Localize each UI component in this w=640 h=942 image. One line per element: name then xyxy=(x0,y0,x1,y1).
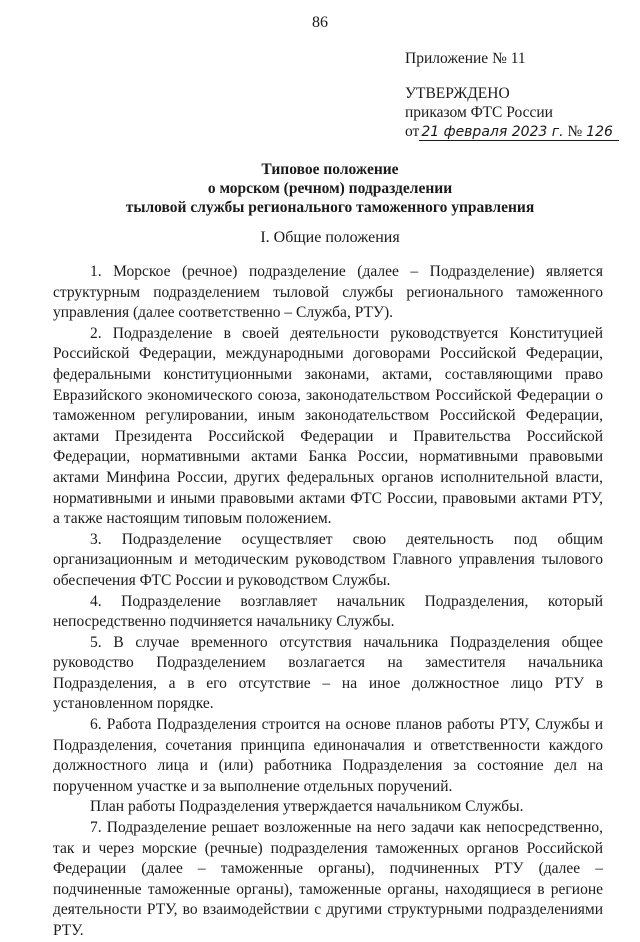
order-date-line xyxy=(405,122,619,141)
paragraph-2: 2. Подразделение в своей деятельности руководствуется Конституцией Российской Федерации, международными договорами Российской Федерации, федеральными конституционными законами, актами, составляющими право Евразийского экономического союза, законодательством Российской Федерации о таможенном регулировании, иным законодательством Российской Федерации, актами Президента Российской Федерации и Правительства Российской Федерации, нормативными актами Банка России, нормативными правовыми актами Минфина России, других федеральных органов исполнительной власти, нормативными и иными правовыми актами ФТС России, правовыми актами РТУ, а также настоящим типовым положением. xyxy=(53,324,603,528)
document-body xyxy=(53,262,603,942)
order-line: приказом ФТС России xyxy=(405,104,553,121)
approval-block xyxy=(405,84,619,141)
number-prefix: № xyxy=(567,123,583,140)
order-date-field xyxy=(419,124,619,141)
title-line-1: Типовое положение xyxy=(261,161,399,178)
title-line-3: тыловой службы регионального таможенного управления xyxy=(125,199,535,216)
order-date: 21 февраля 2023 г. xyxy=(421,124,564,140)
section-heading: I. Общие положения xyxy=(260,229,400,246)
paragraph-7: 7. Подразделение решает возложенные на него задачи как непосредственно, так и через морские (речные) подразделения таможенных органов Российской Федерации (далее – таможенные органы), подчиненных РТУ (далее – подчиненные таможенные органы), таможенные органы, находящиеся в регионе деятельности РТУ, во взаимодействии с другими структурными подразделениями РТУ. xyxy=(53,819,603,939)
approved-label: УТВЕРЖДЕНО xyxy=(405,85,510,102)
paragraph-5: 5. В случае временного отсутствия начальника Подразделения общее руководство Подразделением возлагается на заместителя начальника Подразделения, а в его отсутствие – на иное должностное лицо РТУ в установленном порядке. xyxy=(53,633,603,713)
appendix-label: Приложение № 11 xyxy=(405,50,526,67)
paragraph-1: 1. Морское (речное) подразделение (далее – Подразделение) является структурным подразделением тыловой службы регионального таможенного управления (далее соответственно – Служба, РТУ). xyxy=(53,263,603,322)
paragraph-4: 4. Подразделение возглавляет начальник Подразделения, который непосредственно подчиняется начальнику Службы. xyxy=(53,592,603,631)
document-title xyxy=(40,160,620,217)
paragraph-3: 3. Подразделение осуществляет свою деятельность под общим организационным и методическим руководством Главного управления тылового обеспечения ФТС России и руководством Службы. xyxy=(53,530,603,589)
paragraph-6: 6. Работа Подразделения строится на основе планов работы РТУ, Службы и Подразделения, сочетания принципа единоначалия и ответственности каждого должностного лица и (или) работника Подразделения за состояние дел на порученном участке и за выполнение отдельных поручений. xyxy=(53,716,603,795)
paragraph-6-note: План работы Подразделения утверждается начальником Службы. xyxy=(90,798,524,816)
title-line-2: о морском (речном) подразделении xyxy=(207,180,453,197)
page-number: 86 xyxy=(312,14,328,31)
order-number: 126 xyxy=(586,124,613,140)
date-prefix: от xyxy=(405,123,420,140)
